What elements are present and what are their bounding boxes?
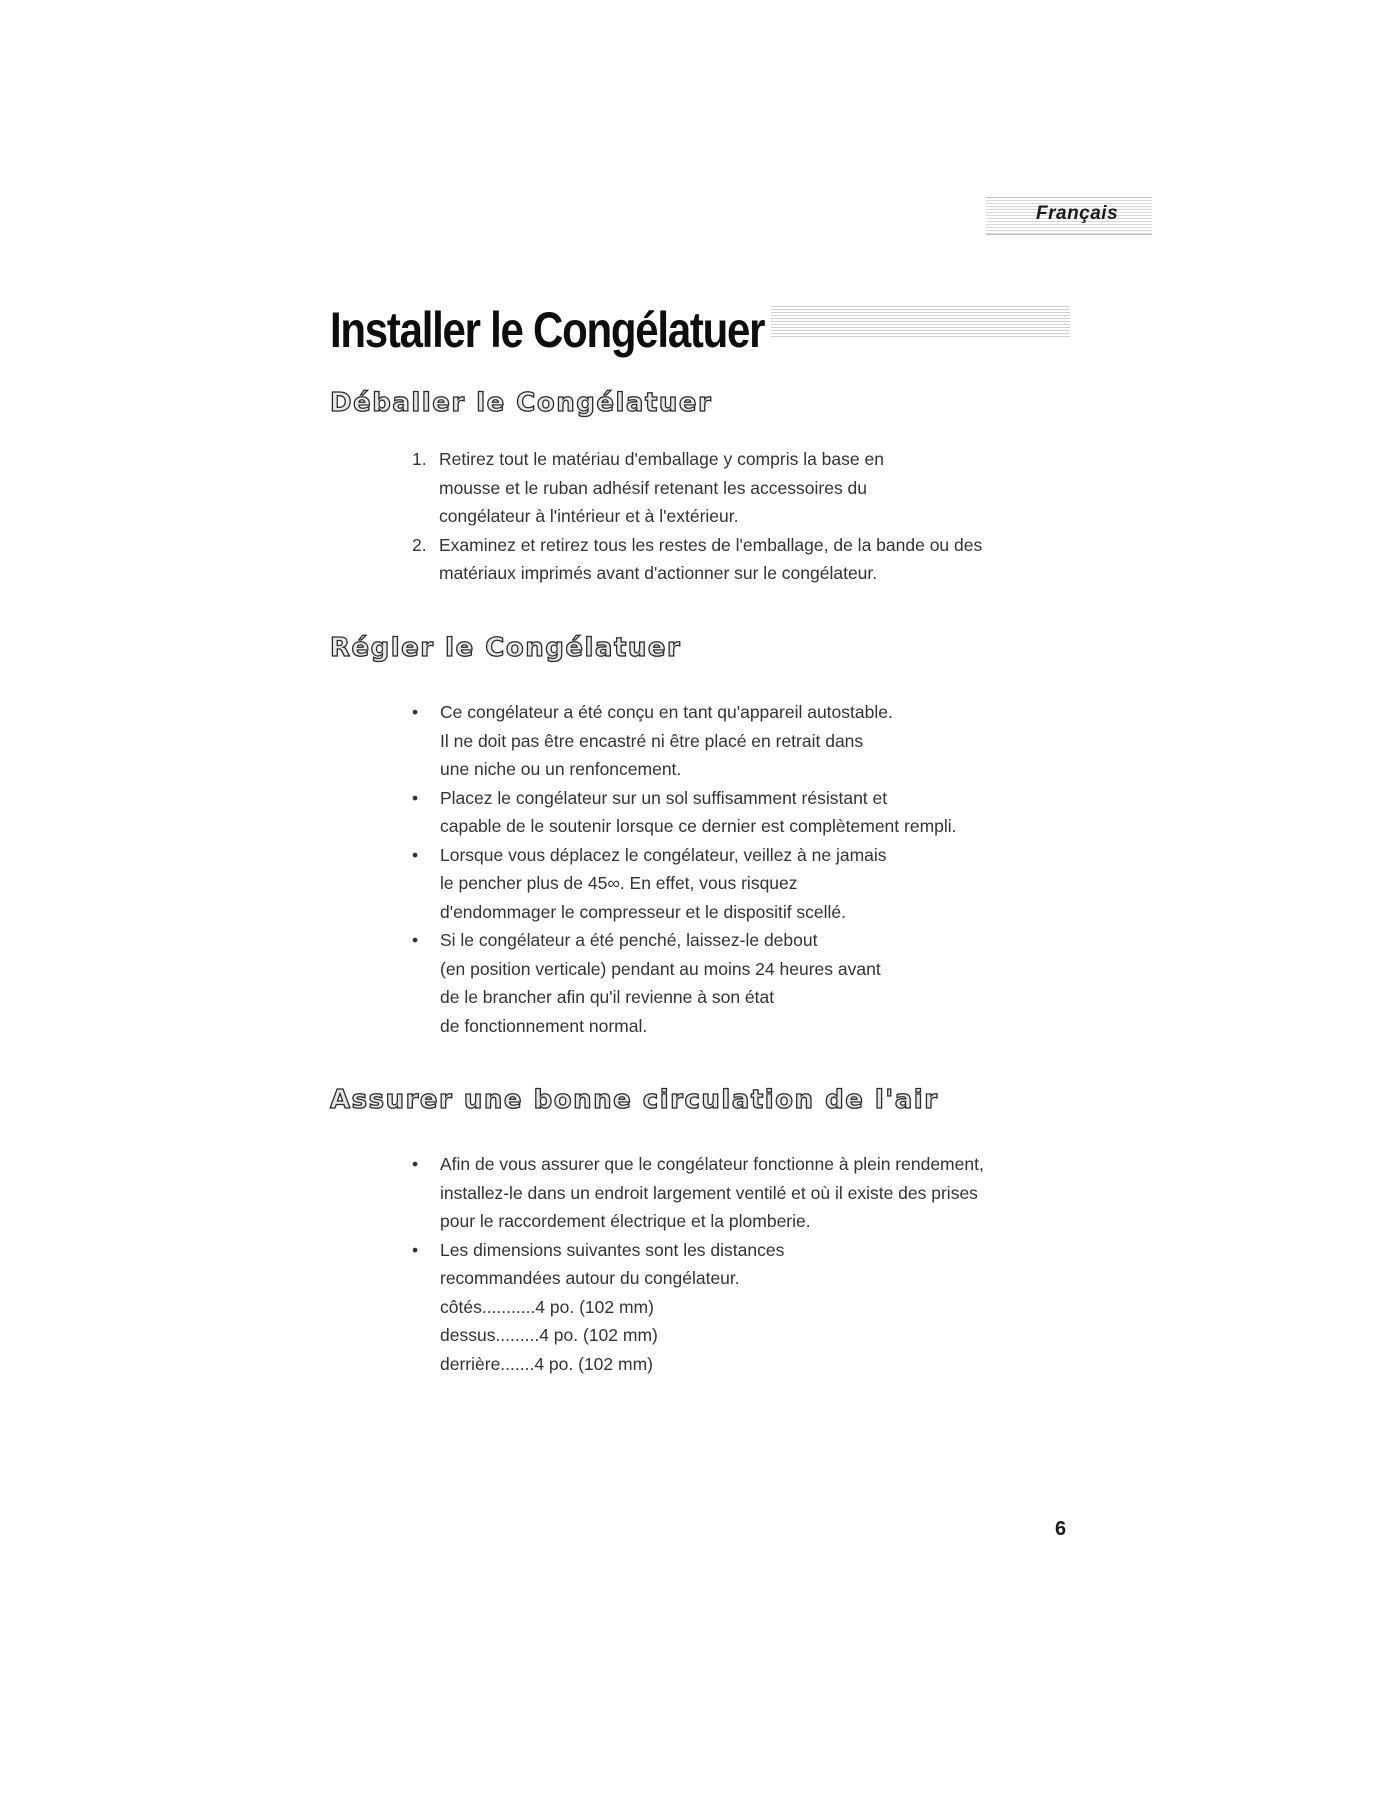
list-item (412, 1150, 1072, 1236)
list-line: le pencher plus de 45∞. En effet, vous risquez (440, 873, 798, 893)
unpack-steps (412, 445, 1072, 588)
list-line: de le brancher afin qu'il revienne à son état (440, 987, 775, 1007)
bullet-icon: • (412, 787, 419, 808)
section-title-level: Régler le Congélatuer (330, 633, 682, 663)
page-number: 6 (1055, 1518, 1067, 1540)
list-item (412, 445, 1072, 531)
list-line: d'endommager le compresseur et le dispositif scellé. (440, 901, 847, 922)
list-line: Si le congélateur a été penché, laissez-le debout (440, 930, 818, 950)
list-line: pour le raccordement électrique et la plomberie. (440, 1211, 811, 1231)
clearance-sides: côtés...........4 po. (102 mm) (440, 1296, 654, 1317)
list-item (412, 841, 1072, 927)
level-bullets (412, 698, 1072, 1040)
list-line: de fonctionnement normal. (440, 1015, 648, 1036)
section-title-airflow: Assurer une bonne circulation de l'air (330, 1085, 939, 1115)
bullet-icon: • (412, 1154, 419, 1174)
list-line: Ce congélateur a été conçu en tant qu'appareil autostable. (440, 702, 893, 722)
list-line: recommandées autour du congélateur. (440, 1268, 740, 1288)
page-title: Installer le Congélatuer (330, 300, 771, 360)
list-line: Retirez tout le matériau d'emballage y compris la base en (439, 449, 884, 469)
section-title-unpack: Déballer le Congélatuer (330, 388, 713, 418)
list-line: une niche ou un renfoncement. (440, 759, 682, 779)
list-line: Examinez et retirez tous les restes de l'emballage, de la bande ou des (439, 534, 983, 555)
list-item (412, 1236, 1072, 1379)
clearance-top: dessus.........4 po. (102 mm) (440, 1325, 658, 1345)
language-tab-label: Français (1036, 203, 1119, 224)
bullet-icon: • (412, 702, 419, 722)
list-item (412, 784, 1072, 841)
list-line: mousse et le ruban adhésif retenant les accessoires du (439, 477, 868, 498)
list-line: capable de le soutenir lorsque ce dernier est complètement rempli. (440, 816, 957, 836)
list-marker: 1. (412, 449, 427, 469)
list-item (412, 926, 1072, 1040)
bullet-icon: • (412, 1239, 419, 1260)
list-line: Il ne doit pas être encastré ni être placé en retrait dans (440, 730, 864, 751)
list-line: congélateur à l'intérieur et à l'extérieur. (439, 506, 739, 526)
bullet-icon: • (412, 930, 419, 950)
bullet-icon: • (412, 844, 419, 865)
list-line: Afin de vous assurer que le congélateur fonctionne à plein rendement, (440, 1154, 984, 1174)
list-line: Les dimensions suivantes sont les distances (440, 1239, 785, 1260)
clearance-back: derrière.......4 po. (102 mm) (440, 1353, 653, 1374)
list-line: Placez le congélateur sur un sol suffisamment résistant et (440, 787, 888, 808)
list-marker: 2. (412, 534, 427, 555)
list-line: matériaux imprimés avant d'actionner sur le congélateur. (439, 563, 878, 583)
list-item (412, 531, 1072, 588)
list-line: installez-le dans un endroit largement ventilé et où il existe des prises (440, 1182, 978, 1203)
list-item (412, 698, 1072, 784)
list-line: Lorsque vous déplacez le congélateur, veillez à ne jamais (440, 844, 887, 865)
airflow-bullets (412, 1150, 1072, 1378)
language-tab (986, 197, 1152, 235)
list-line: (en position verticale) pendant au moins 24 heures avant (440, 958, 881, 979)
